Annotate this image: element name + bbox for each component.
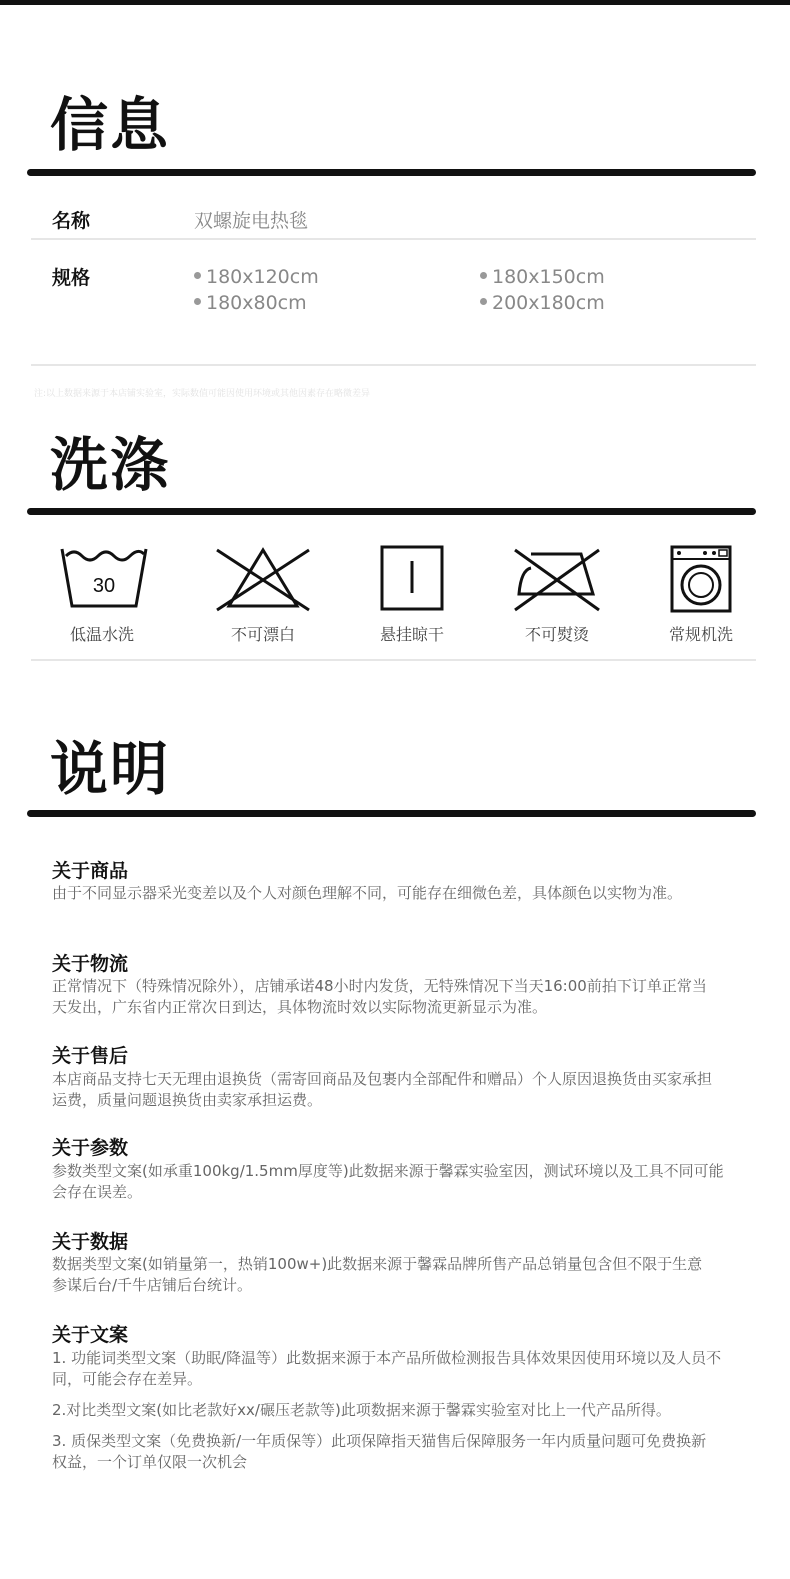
bullet-icon: [480, 272, 487, 279]
wash-heading: 洗涤: [50, 431, 171, 499]
name-label: 名称: [52, 210, 91, 232]
section-body: 正常情况下（特殊情况除外），店铺承诺48小时内发货，无特殊情况下当天16:00前拍下订单正常当 天发出，广东省内正常次日到达，具体物流时效以实际物流更新显示为准。: [52, 977, 707, 1016]
name-value: 双螺旋电热毯: [194, 210, 309, 232]
hang-dry-icon: [380, 545, 444, 611]
section-title: 关于物流: [52, 953, 129, 975]
section-body: 参数类型文案(如承重100kg/1.5mm厚度等)此数据来源于馨霖实验室因，测试环境以及工具不同可能 会存在误差。: [52, 1162, 724, 1201]
section-body: 本店商品支持七天无理由退换货（需寄回商品及包裹内全部配件和赠品）个人原因退换货由买家承担 运费，质量问题退换货由卖家承担运费。: [52, 1070, 713, 1109]
no-iron-icon: [513, 546, 601, 612]
section-title: 关于数据: [52, 1231, 129, 1253]
section-body: 由于不同显示器采光变差以及个人对颜色理解不同，可能存在细微色差，具体颜色以实物为准。: [52, 884, 683, 902]
section-body: 1. 功能词类型文案（助眠/降温等）此数据来源于本产品所做检测报告具体效果因使用环境以及人员不 同，可能会存在差异。 2.对比类型文案(如比老款好xx/碾压老款等)此项数据来源于馨霖实验室对比上一代产品所得。 3. 质保类型文案（免费换新/一年质保等）此项保障指天猫售后保障服务一年内质量问题可免费换新 权益，一个订单仅限一次机会: [52, 1349, 722, 1471]
divider: [31, 364, 756, 366]
no-bleach-icon: [215, 546, 311, 612]
wash-30-icon: [60, 546, 148, 610]
wash-label: 悬挂晾干: [379, 625, 444, 644]
wash-label: 不可熨烫: [524, 625, 589, 644]
divider: [31, 238, 756, 240]
top-border: [0, 0, 790, 5]
wash-label: 不可漂白: [230, 625, 295, 644]
notes-heading-rule: [27, 810, 756, 817]
info-footnote: 注:以上数据来源于本店铺实验室，实际数值可能因使用环境或其他因素存在略微差异: [34, 389, 371, 399]
bullet-icon: [194, 272, 201, 279]
wash-label: 常规机洗: [668, 625, 733, 644]
bullet-icon: [194, 298, 201, 305]
wash-label: 低温水洗: [69, 625, 134, 644]
section-title: 关于售后: [52, 1045, 129, 1067]
section-title: 关于文案: [52, 1324, 129, 1346]
svg-text:30: 30: [92, 575, 116, 597]
spec-label: 规格: [52, 267, 91, 289]
bullet-icon: [480, 298, 487, 305]
spec-item: 180x120cm: [194, 266, 319, 288]
spec-item: 180x80cm: [194, 292, 307, 314]
info-heading: 信息: [50, 91, 171, 159]
wash-heading-rule: [27, 508, 756, 515]
notes-heading: 说明: [50, 735, 171, 803]
section-body: 数据类型文案(如销量第一，热销100w+)此数据来源于馨霖品牌所售产品总销量包含但不限于生意 参谋后台/千牛店铺后台统计。: [52, 1255, 703, 1294]
divider: [31, 659, 756, 661]
spec-item: 180x150cm: [480, 266, 605, 288]
info-heading-rule: [27, 169, 756, 176]
washing-machine-icon: [670, 545, 732, 613]
section-title: 关于参数: [52, 1137, 129, 1159]
section-title: 关于商品: [52, 860, 129, 882]
spec-item: 200x180cm: [480, 292, 605, 314]
